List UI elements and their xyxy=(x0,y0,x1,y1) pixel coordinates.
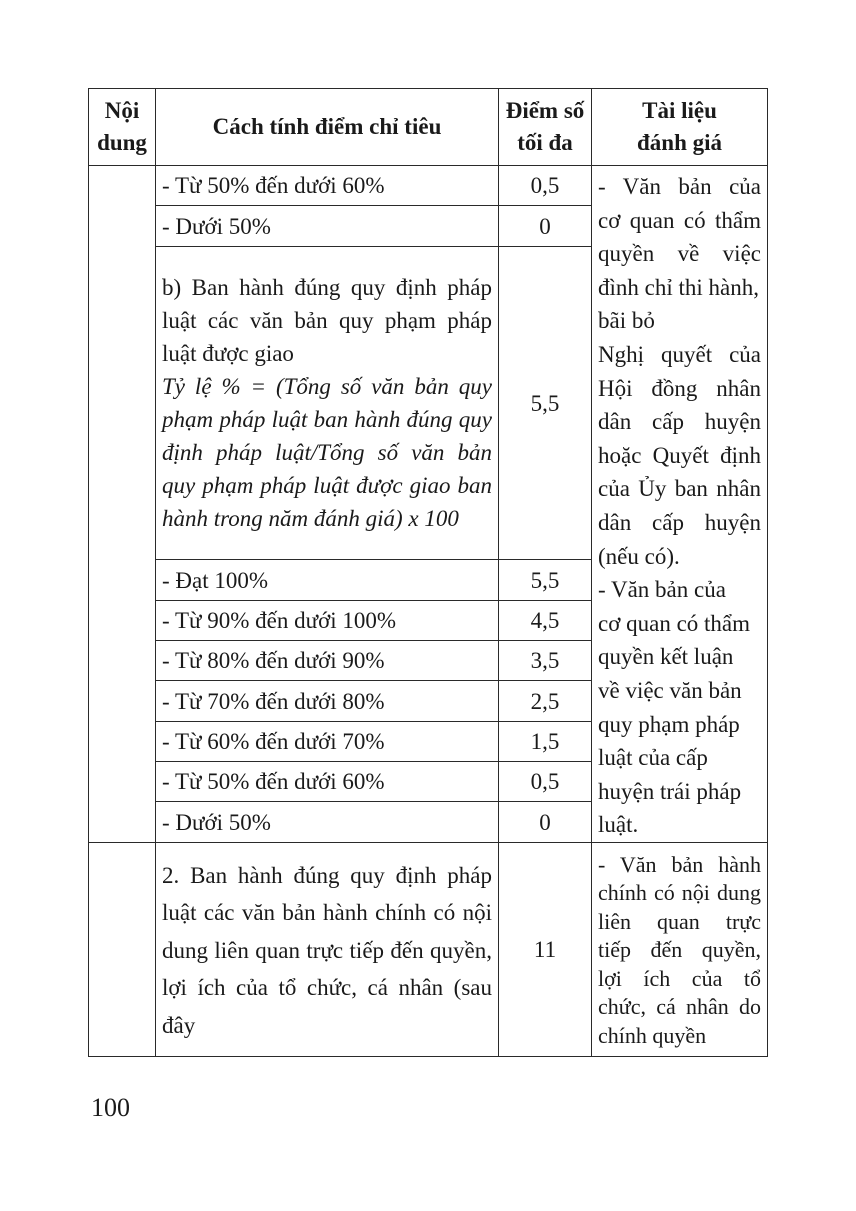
header-row xyxy=(89,89,768,166)
criterion-text: - Từ 70% đến dưới 80% xyxy=(156,681,499,721)
criteria-table xyxy=(88,88,768,1057)
criterion-score: 4,5 xyxy=(499,600,592,640)
header-docs: Tài liệu đánh giá xyxy=(592,89,768,166)
header-max-score: Điểm số tối đa xyxy=(499,89,592,166)
criterion-text: - Đạt 100% xyxy=(156,560,499,600)
assessment-docs: - Văn bản của cơ quan có thẩm quyền về việc đình chỉ thi hành, bãi bỏ Nghị quyết của Hội đồng nhân dân cấp huyện hoặc Quyết định của Ủy ban nhân dân cấp huyện (nếu có). - Văn bản của cơ quan có thẩm quyền kết luận về việc văn bản quy phạm pháp luật của cấp huyện trái pháp luật. xyxy=(592,166,768,843)
criterion-score: 0 xyxy=(499,802,592,842)
header-method: Cách tính điểm chỉ tiêu xyxy=(156,89,499,166)
criterion-score: 1,5 xyxy=(499,721,592,761)
criterion-section-b xyxy=(156,246,499,560)
criterion-text: - Từ 60% đến dưới 70% xyxy=(156,721,499,761)
criterion-text: - Từ 80% đến dưới 90% xyxy=(156,641,499,681)
criterion-text: - Từ 50% đến dưới 60% xyxy=(156,166,499,206)
table-row xyxy=(89,166,768,206)
criterion-score: 2,5 xyxy=(499,681,592,721)
table-row xyxy=(89,842,768,1057)
criterion-score: 0,5 xyxy=(499,762,592,802)
content-cell-empty xyxy=(89,166,156,843)
criterion-text: - Dưới 50% xyxy=(156,206,499,246)
section-b-formula: Tỷ lệ % = (Tổng số văn bản quy phạm pháp luật ban hành đúng quy định pháp luật/Tổng số văn bản quy phạm pháp luật được giao ban hành trong năm đánh giá) x 100 xyxy=(162,374,492,532)
assessment-docs-2: - Văn bản hành chính có nội dung liên quan trực tiếp đến quyền, lợi ích của tổ chức, cá nhân do chính quyền xyxy=(592,842,768,1057)
criterion-section-2: 2. Ban hành đúng quy định pháp luật các văn bản hành chính có nội dung liên quan trực tiếp đến quyền, lợi ích của tổ chức, cá nhân (sau đây xyxy=(156,842,499,1057)
criterion-score: 5,5 xyxy=(499,246,592,560)
page-number: 100 xyxy=(91,1093,130,1122)
header-content: Nội dung xyxy=(89,89,156,166)
criterion-score: 5,5 xyxy=(499,560,592,600)
criterion-text: - Từ 50% đến dưới 60% xyxy=(156,762,499,802)
criterion-score: 0 xyxy=(499,206,592,246)
criterion-score: 0,5 xyxy=(499,166,592,206)
section-b-title: b) Ban hành đúng quy định pháp luật các văn bản quy phạm pháp luật được giao xyxy=(162,275,492,367)
criterion-score: 3,5 xyxy=(499,641,592,681)
content-cell-empty xyxy=(89,842,156,1057)
criterion-text: - Từ 90% đến dưới 100% xyxy=(156,600,499,640)
criterion-score: 11 xyxy=(499,842,592,1057)
criterion-text: - Dưới 50% xyxy=(156,802,499,842)
